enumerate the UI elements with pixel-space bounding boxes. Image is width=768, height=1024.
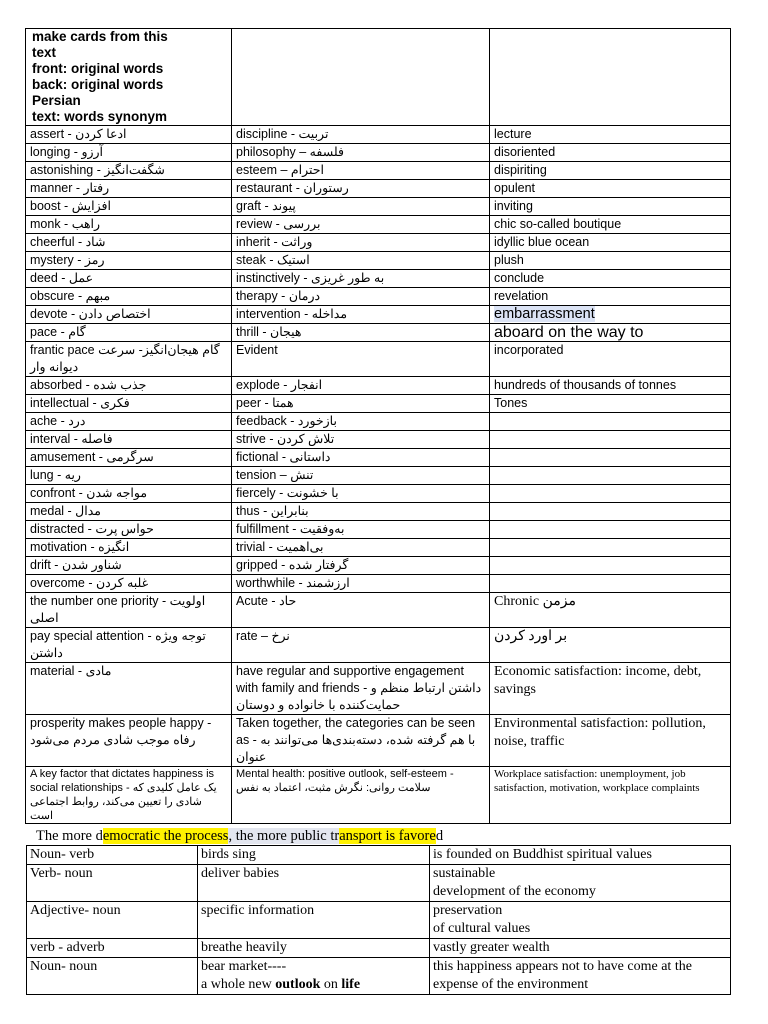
empty-cell — [490, 29, 731, 126]
cell — [490, 503, 731, 521]
pattern-more: vastly greater wealth — [430, 939, 731, 958]
table-row — [27, 865, 731, 902]
table-header-row — [26, 29, 731, 126]
cell: inviting — [490, 198, 731, 216]
table-row — [26, 431, 731, 449]
bold-word: life — [341, 976, 361, 992]
cell: trivial - بی‌اهمیت — [232, 539, 490, 557]
cell: confront - مواجه شدن — [26, 485, 232, 503]
cell: Economic satisfaction: income, debt, savings — [490, 663, 731, 715]
table-row — [26, 467, 731, 485]
table-row — [26, 715, 731, 767]
table-row — [26, 593, 731, 628]
cell: absorbed - جذب شده — [26, 377, 232, 395]
cell: Mental health: positive outlook, self-esteem - سلامت روانی: نگرش مثبت، اعتماد به نفس — [232, 767, 490, 824]
cell: instinctively - به طور غریزی — [232, 270, 490, 288]
cell: worthwhile - ارزشمند — [232, 575, 490, 593]
pattern-type: verb - adverb — [27, 939, 198, 958]
cell: Environmental satisfaction: pollution, noise, traffic — [490, 715, 731, 767]
pattern-line: development of the economy — [433, 883, 596, 899]
cell: disoriented — [490, 144, 731, 162]
table-row — [26, 180, 731, 198]
cell: amusement - سرگرمی — [26, 449, 232, 467]
cell: astonishing - شگفت‌انگیز — [26, 162, 232, 180]
empty-cell — [232, 29, 490, 126]
highlighted-word: embarrassment — [494, 306, 595, 322]
instruction-line: front: original words — [32, 61, 164, 76]
vocabulary-table — [25, 28, 731, 824]
sentence-part: The more d — [36, 828, 103, 844]
pattern-type: Noun- verb — [27, 846, 198, 865]
cell: Workplace satisfaction: unemployment, job satisfaction, motivation, workplace complaints — [490, 767, 731, 824]
cell: prosperity makes people happy - رفاه موجب شادی مردم می‌شود — [26, 715, 232, 767]
pattern-line: preservation — [433, 903, 503, 918]
instruction-line: Persian — [32, 93, 81, 108]
cell: thrill - هیجان — [232, 324, 490, 342]
cell — [490, 449, 731, 467]
table-row — [26, 126, 731, 144]
pattern-type: Noun- noun — [27, 958, 198, 995]
text-run: on — [320, 976, 342, 992]
cell: gripped - گرفتار شده — [232, 557, 490, 575]
cell: review - بررسی — [232, 216, 490, 234]
cell: distracted - حواس پرت — [26, 521, 232, 539]
table-row — [26, 270, 731, 288]
cell: Taken together, the categories can be seen as - با هم گرفته شده، دسته‌بندی‌ها می‌توانند به عنوان — [232, 715, 490, 767]
cell: pay special attention - توجه ویژه داشتن — [26, 628, 232, 663]
pattern-example: birds sing — [198, 846, 430, 865]
cell: chic so-called boutique — [490, 216, 731, 234]
cell: plush — [490, 252, 731, 270]
pattern-more — [430, 902, 731, 939]
cell: material - مادی — [26, 663, 232, 715]
cell: tension – تنش — [232, 467, 490, 485]
pattern-more — [430, 865, 731, 902]
table-row — [26, 485, 731, 503]
pattern-line: this happiness appears not to have come at the — [433, 959, 692, 974]
cell: assert - ادعا کردن — [26, 126, 232, 144]
cell: fulfillment - به‌وفقیت — [232, 521, 490, 539]
collocation-table — [26, 845, 731, 995]
pattern-more: is founded on Buddhist spiritual values — [430, 846, 731, 865]
cell: overcome - غلبه کردن — [26, 575, 232, 593]
cell: deed - عمل — [26, 270, 232, 288]
cell: philosophy – فلسفه — [232, 144, 490, 162]
pattern-example: deliver babies — [198, 865, 430, 902]
table-row — [26, 377, 731, 395]
cell: therapy - درمان — [232, 288, 490, 306]
cell: A key factor that dictates happiness is social relationships - یک عامل کلیدی که شادی را تعیین می‌کند، روابط اجتماعی است — [26, 767, 232, 824]
table-row — [26, 216, 731, 234]
cell: lung - ریه — [26, 467, 232, 485]
cell — [490, 306, 731, 324]
table-row — [26, 324, 731, 342]
table-row — [26, 342, 731, 377]
cell: motivation - انگیزه — [26, 539, 232, 557]
cell: lecture — [490, 126, 731, 144]
cell: frantic pace گام هیجان‌انگیز- سرعت دیوانه وار — [26, 342, 232, 377]
cell: steak - استیک — [232, 252, 490, 270]
table-row — [26, 144, 731, 162]
cell: Tones — [490, 395, 731, 413]
cell: idyllic blue ocean — [490, 234, 731, 252]
table-row — [26, 306, 731, 324]
cell: hundreds of thousands of tonnes — [490, 377, 731, 395]
cell — [490, 431, 731, 449]
sentence-highlight: ansport is favore — [339, 828, 436, 844]
cell: the number one priority - اولویت اصلی — [26, 593, 232, 628]
cell: aboard on the way to — [490, 324, 731, 342]
cell: Acute - حاد — [232, 593, 490, 628]
cell — [490, 557, 731, 575]
cell: monk - راهب — [26, 216, 232, 234]
cell: have regular and supportive engagement with family and friends - داشتن ارتباط منظم و حمایت‌کننده با خانواده و دوستان — [232, 663, 490, 715]
instruction-line: make cards from this — [32, 29, 168, 44]
cell — [490, 467, 731, 485]
cell: incorporated — [490, 342, 731, 377]
cell: fiercely - با خشونت — [232, 485, 490, 503]
cell: discipline - تربیت — [232, 126, 490, 144]
cell: Chronic مزمن — [490, 593, 731, 628]
instruction-line: text: words synonym — [32, 109, 168, 124]
bold-word: outlook — [275, 976, 321, 992]
sentence-part: , the more public tr — [228, 828, 340, 844]
cell: inherit - وراثت — [232, 234, 490, 252]
table-row — [26, 521, 731, 539]
cell: thus - بنابراین — [232, 503, 490, 521]
cell: longing - آرزو — [26, 144, 232, 162]
cell: peer - همتا — [232, 395, 490, 413]
table-row — [26, 449, 731, 467]
table-row — [27, 958, 731, 995]
table-row — [26, 663, 731, 715]
cell: بر اورد کردن — [490, 628, 731, 663]
cell — [490, 575, 731, 593]
table-row — [26, 503, 731, 521]
table-row — [27, 939, 731, 958]
cell: mystery - رمز — [26, 252, 232, 270]
sentence-highlight: emocratic the process — [102, 828, 229, 844]
cell: revelation — [490, 288, 731, 306]
table-row — [26, 557, 731, 575]
cell: cheerful - شاد — [26, 234, 232, 252]
cell: rate – نرخ — [232, 628, 490, 663]
cell: manner - رفتار — [26, 180, 232, 198]
cell: pace - گام — [26, 324, 232, 342]
pattern-line: expense of the environment — [433, 976, 589, 992]
cell: conclude — [490, 270, 731, 288]
table-row — [26, 162, 731, 180]
cell: interval - فاصله — [26, 431, 232, 449]
cell: explode - انفجار — [232, 377, 490, 395]
pattern-type: Adjective- noun — [27, 902, 198, 939]
table-row — [26, 252, 731, 270]
instructions-cell — [26, 29, 232, 126]
table-row — [26, 628, 731, 663]
table-row — [26, 767, 731, 824]
cell — [490, 539, 731, 557]
text-run: a whole new — [201, 976, 276, 992]
table-row — [27, 902, 731, 939]
table-row — [27, 846, 731, 865]
instruction-line: back: original words — [32, 77, 164, 92]
pattern-line: bear market---- — [201, 959, 287, 974]
cell: obscure - مبهم — [26, 288, 232, 306]
table-row — [26, 198, 731, 216]
instruction-line: text — [32, 45, 57, 60]
pattern-type: Verb- noun — [27, 865, 198, 902]
cell: intervention - مداخله — [232, 306, 490, 324]
cell — [490, 521, 731, 539]
table-row — [26, 575, 731, 593]
table-row — [26, 288, 731, 306]
cell: esteem – احترام — [232, 162, 490, 180]
cell — [490, 485, 731, 503]
table-row — [26, 234, 731, 252]
pattern-line: of cultural values — [433, 920, 531, 936]
pattern-line — [201, 976, 426, 994]
cell: boost - افزایش — [26, 198, 232, 216]
cell: dispiriting — [490, 162, 731, 180]
cell: drift - شناور شدن — [26, 557, 232, 575]
cell: opulent — [490, 180, 731, 198]
cell: Evident — [232, 342, 490, 377]
pattern-example: specific information — [198, 902, 430, 939]
sentence-part: d — [435, 828, 444, 844]
example-sentence — [36, 827, 443, 845]
cell: intellectual - فکری — [26, 395, 232, 413]
cell: feedback - بازخورد — [232, 413, 490, 431]
cell: graft - پیوند — [232, 198, 490, 216]
pattern-example: breathe heavily — [198, 939, 430, 958]
cell: restaurant - رستوران — [232, 180, 490, 198]
cell: ache - درد — [26, 413, 232, 431]
cell: strive - تلاش کردن — [232, 431, 490, 449]
table-row — [26, 539, 731, 557]
cell — [490, 413, 731, 431]
cell: medal - مدال — [26, 503, 232, 521]
table-row — [26, 395, 731, 413]
pattern-example — [198, 958, 430, 995]
cell: fictional - داستانی — [232, 449, 490, 467]
cell: devote - اختصاص دادن — [26, 306, 232, 324]
table-row — [26, 413, 731, 431]
pattern-more — [430, 958, 731, 995]
pattern-line: sustainable — [433, 866, 496, 881]
